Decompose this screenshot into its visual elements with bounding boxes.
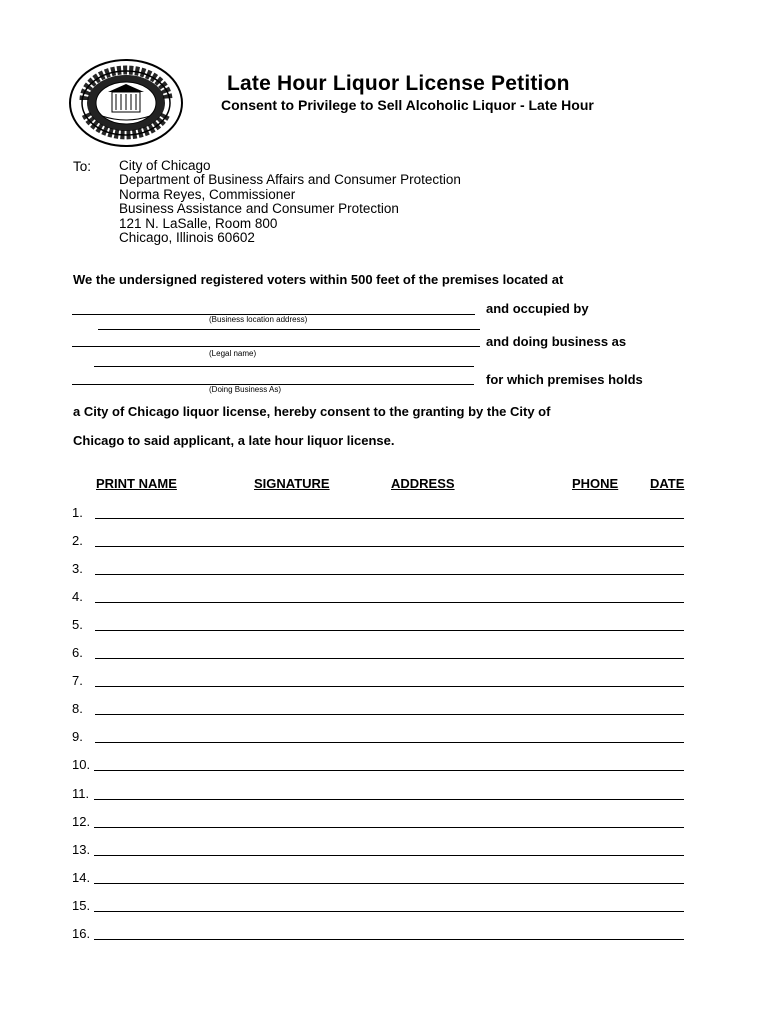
page-subtitle: Consent to Privilege to Sell Alcoholic Liquor - Late Hour	[221, 97, 594, 113]
signature-row[interactable]	[72, 645, 684, 659]
signature-line[interactable]	[94, 799, 684, 800]
signature-line[interactable]	[94, 827, 684, 828]
page-title: Late Hour Liquor License Petition	[227, 72, 570, 95]
signature-row[interactable]	[72, 701, 684, 715]
signature-row[interactable]	[72, 729, 684, 743]
row-number: 9.	[72, 729, 83, 745]
signature-row[interactable]	[72, 561, 684, 575]
header-address: ADDRESS	[391, 476, 455, 491]
signature-row[interactable]	[72, 870, 684, 884]
row-number: 13.	[72, 841, 91, 857]
signature-row[interactable]	[72, 505, 684, 519]
signature-row[interactable]	[72, 926, 684, 940]
signature-line[interactable]	[95, 714, 684, 715]
row-number: 12.	[72, 813, 91, 829]
signature-line[interactable]	[94, 911, 684, 912]
signature-line[interactable]	[94, 883, 684, 884]
row-number: 3.	[72, 561, 83, 577]
signature-row[interactable]	[72, 617, 684, 631]
signature-row[interactable]	[72, 898, 684, 912]
signature-line[interactable]	[95, 546, 684, 547]
row-number: 16.	[72, 925, 91, 941]
header-phone: PHONE	[572, 476, 619, 491]
row-number: 1.	[72, 505, 83, 520]
signature-line[interactable]	[95, 518, 684, 519]
header-print-name: PRINT NAME	[96, 476, 177, 491]
recipient-line: 121 N. LaSalle, Room 800	[119, 215, 278, 231]
recipient-line: Chicago, Illinois 60602	[119, 230, 255, 246]
row-number: 14.	[72, 869, 91, 885]
recipient-line: City of Chicago	[119, 158, 211, 173]
premises-holds-text: for which premises holds	[486, 372, 643, 387]
signature-row[interactable]	[72, 842, 684, 856]
legal-name-caption: (Legal name)	[209, 349, 257, 358]
row-number: 15.	[72, 897, 91, 913]
row-number: 11.	[72, 785, 90, 801]
row-number: 6.	[72, 645, 83, 661]
signature-row[interactable]	[72, 533, 684, 547]
signature-line[interactable]	[95, 686, 684, 687]
signature-line[interactable]	[95, 742, 684, 743]
header-signature: SIGNATURE	[254, 476, 330, 491]
recipient-line: Business Assistance and Consumer Protection	[119, 201, 399, 217]
city-of-chicago-seal	[68, 58, 184, 148]
occupied-by-text: and occupied by	[486, 301, 589, 316]
consent-text-line2: Chicago to said applicant, a late hour liquor license.	[73, 433, 395, 448]
signature-line[interactable]	[95, 602, 684, 603]
signature-row[interactable]	[72, 786, 684, 800]
signature-line[interactable]	[95, 630, 684, 631]
doing-business-as-text: and doing business as	[486, 334, 627, 349]
signature-line[interactable]	[95, 658, 684, 659]
recipient-line: Norma Reyes, Commissioner	[119, 186, 296, 202]
recipient-line: Department of Business Affairs and Consumer Protection	[119, 172, 461, 188]
signature-row[interactable]	[72, 589, 684, 603]
legal-name-line[interactable]	[72, 346, 480, 347]
dba-caption: (Doing Business As)	[209, 385, 282, 394]
row-number: 10.	[72, 757, 91, 773]
signature-row[interactable]	[72, 814, 684, 828]
row-number: 5.	[72, 617, 83, 633]
header-date: DATE	[650, 476, 685, 491]
to-label: To:	[73, 159, 92, 174]
signature-row[interactable]	[72, 673, 684, 687]
business-address-caption: (Business location address)	[209, 315, 308, 324]
dba-name-line[interactable]	[94, 366, 474, 367]
row-number: 7.	[72, 673, 83, 689]
signature-line[interactable]	[94, 770, 684, 771]
consent-text-line1: a City of Chicago liquor license, hereby consent to the granting by the City of	[73, 404, 551, 419]
signature-line[interactable]	[95, 574, 684, 575]
intro-text: We the undersigned registered voters within 500 feet of the premises located at	[73, 272, 564, 287]
row-number: 2.	[72, 533, 83, 549]
signature-line[interactable]	[94, 939, 684, 940]
signature-row[interactable]	[72, 757, 684, 771]
row-number: 4.	[72, 589, 83, 605]
row-number: 8.	[72, 701, 83, 717]
occupant-line[interactable]	[98, 329, 480, 330]
signature-line[interactable]	[94, 855, 684, 856]
recipient-address	[119, 159, 461, 245]
